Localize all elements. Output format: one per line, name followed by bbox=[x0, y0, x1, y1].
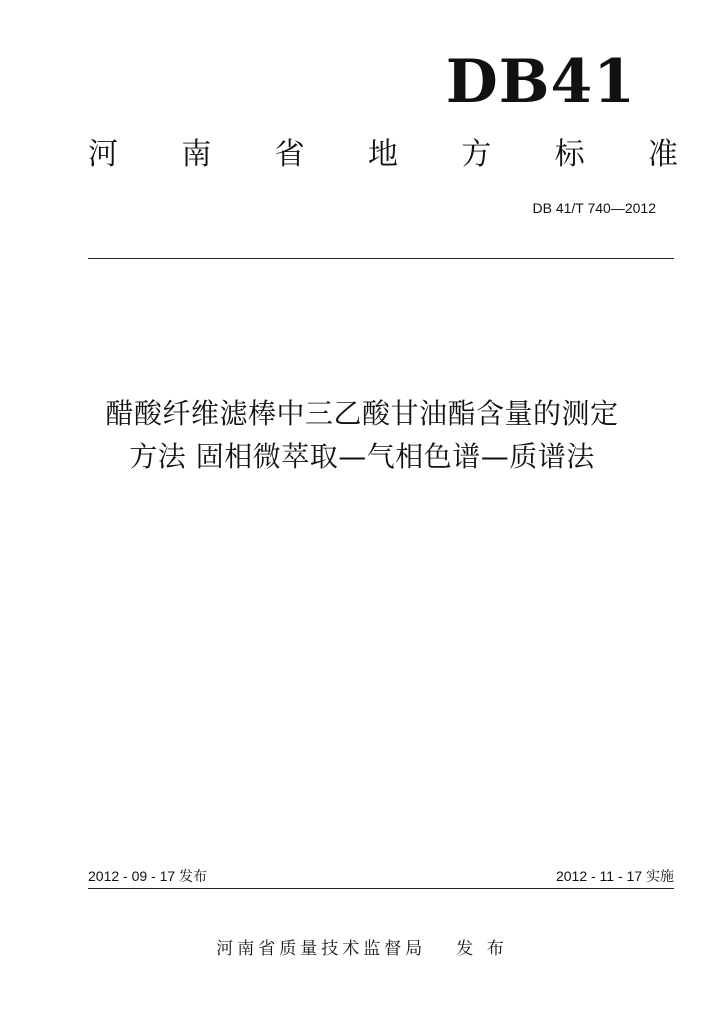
category-char: 准 bbox=[647, 137, 678, 172]
top-divider bbox=[88, 258, 674, 259]
dates-row bbox=[88, 868, 674, 889]
issuer-line bbox=[0, 934, 724, 959]
standard-code-mark: DB41 bbox=[445, 47, 636, 117]
issuer-action: 发 布 bbox=[456, 939, 508, 959]
category-char: 地 bbox=[367, 137, 398, 172]
implementation-date: 2012 - 11 - 17 实施 bbox=[555, 868, 674, 884]
issuer-name: 河南省质量技术监督局 bbox=[216, 939, 427, 959]
title-line-2: 方法 固相微萃取—气相色谱—质谱法 bbox=[129, 440, 595, 474]
standard-number: DB 41/T 740—2012 bbox=[532, 200, 656, 216]
category-char: 南 bbox=[181, 137, 212, 172]
category-char: 方 bbox=[461, 137, 492, 172]
issue-date: 2012 - 09 - 17 发布 bbox=[88, 868, 208, 884]
document-title bbox=[0, 392, 724, 479]
standard-category-title bbox=[88, 137, 678, 172]
title-line-1: 醋酸纤维滤棒中三乙酸甘油酯含量的测定 bbox=[105, 397, 619, 430]
category-char: 标 bbox=[554, 137, 585, 172]
category-char: 省 bbox=[274, 137, 305, 172]
category-char: 河 bbox=[88, 137, 118, 172]
